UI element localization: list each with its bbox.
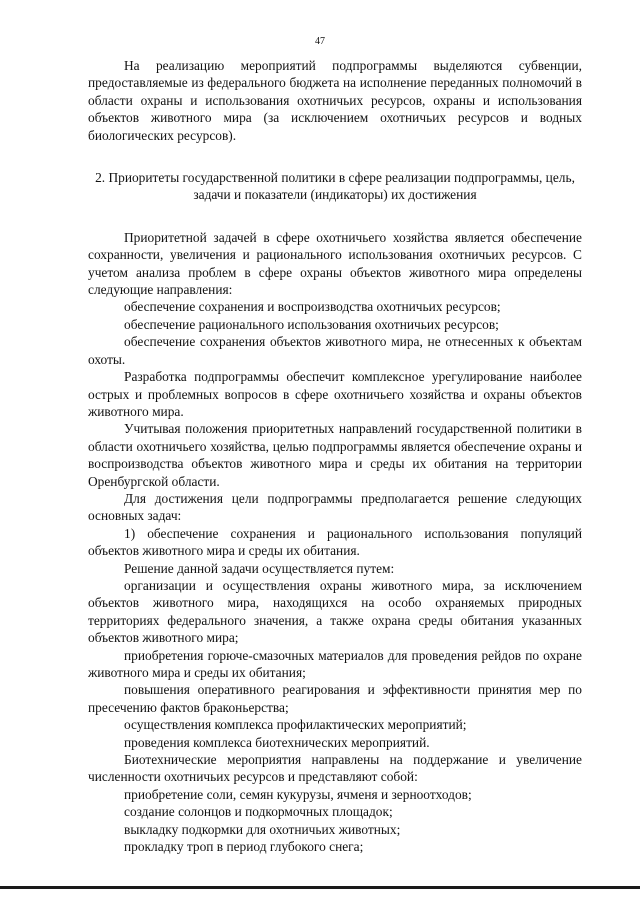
page-bottom-rule — [0, 886, 640, 889]
paragraph: Учитывая положения приоритетных направлений государственной политики в области охотничьего хозяйства, целью подпрограммы является обеспечение охраны и воспроизводства объектов животного мира и среды их обитания на территории Оренбургской области. — [88, 421, 582, 489]
paragraph: Разработка подпрограммы обеспечит комплексное урегулирование наиболее острых и проблемных вопросов в сфере охотничьего хозяйства и охраны объектов животного мира. — [88, 369, 582, 419]
list-item: повышения оперативного реагирования и эффективности принятия мер по пресечению фактов браконьерства; — [88, 682, 582, 715]
document-body — [88, 57, 582, 855]
paragraph: Биотехнические мероприятия направлены на поддержание и увеличение численности охотничьих ресурсов и представляют собой: — [88, 752, 582, 785]
list-item: приобретения горюче-смазочных материалов для проведения рейдов по охране животного мира и среды их обитания; — [88, 647, 582, 680]
intro-paragraph: На реализацию мероприятий подпрограммы выделяются субвенции, предоставляемые из федерального бюджета на исполнение переданных полномочий в области охраны и использования охотничьих ресурсов, охраны и использования объектов животного мира (за исключением охотничьих ресурсов и водных биологических ресурсов). — [88, 58, 582, 143]
list-item: обеспечение сохранения объектов животного мира, не отнесенных к объектам охоты. — [88, 334, 582, 367]
paragraph: 1) обеспечение сохранения и рационального использования популяций объектов животного мира и среды их обитания. — [88, 525, 582, 559]
list-item: осуществления комплекса профилактических мероприятий; — [124, 717, 467, 733]
list-item: обеспечение рационального использования охотничьих ресурсов; — [124, 316, 499, 332]
list-item: прокладку троп в период глубокого снега; — [124, 839, 364, 855]
list-item: проведения комплекса биотехнических мероприятий. — [124, 734, 430, 750]
paragraph: Приоритетной задачей в сфере охотничьего хозяйства является обеспечение сохранности, увеличения и рационального использования охотничьих ресурсов. С учетом анализа проблем в сфере охраны объектов животного мира определены следующие направления: — [88, 229, 582, 298]
list-item: организации и осуществления охраны животного мира, за исключением объектов животного мира, находящихся на особо охраняемых природных территориях федерального значения, а также охрана среды обитания указанных объектов животного мира; — [88, 577, 582, 646]
list-item: обеспечение сохранения и воспроизводства охотничьих ресурсов; — [124, 299, 501, 315]
paragraph: Решение данной задачи осуществляется путем: — [124, 560, 395, 576]
list-item: выкладку подкормки для охотничьих животных; — [124, 821, 401, 837]
page-number: 47 — [315, 36, 325, 47]
paragraph: Для достижения цели подпрограммы предполагается решение следующих основных задач: — [88, 490, 582, 524]
list-item: приобретение соли, семян кукурузы, ячменя и зерноотходов; — [124, 786, 472, 802]
list-item: создание солонцов и подкормочных площадок; — [124, 804, 393, 820]
section-heading: 2. Приоритеты государственной политики в сфере реализации подпрограммы, цель, задачи и показатели (индикаторы) их достижения — [95, 170, 575, 203]
